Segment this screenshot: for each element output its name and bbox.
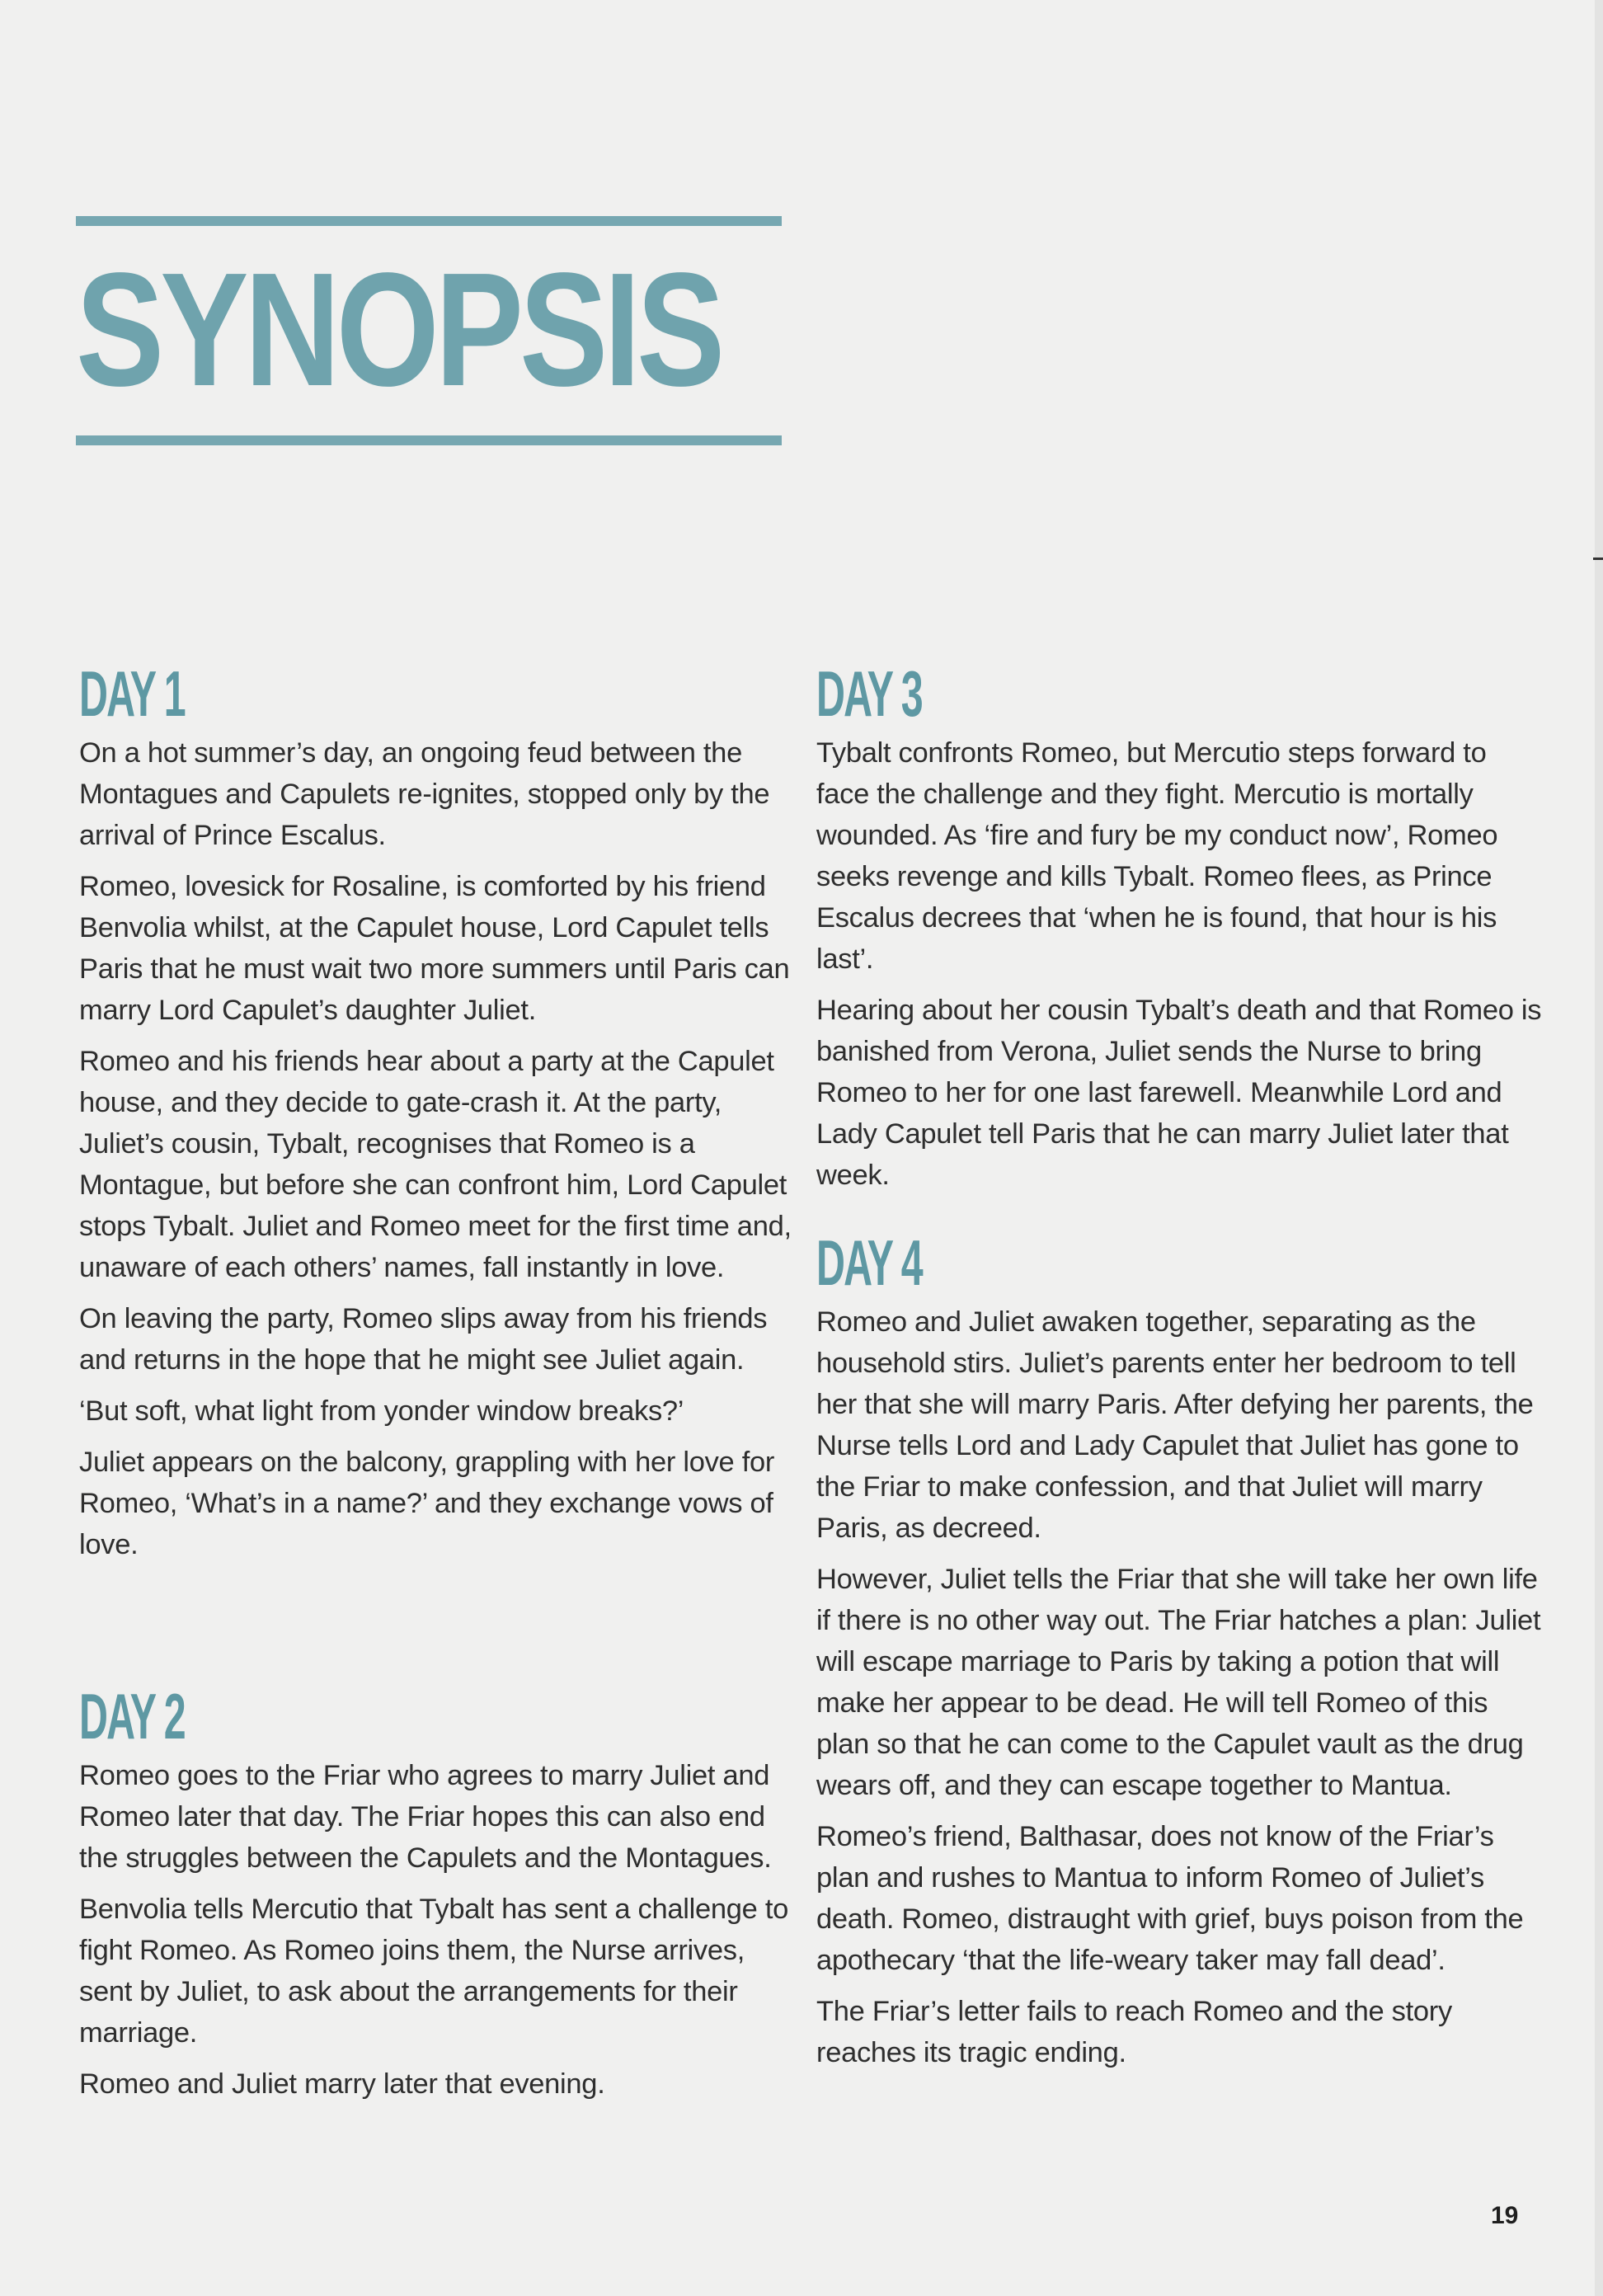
paragraph: However, Juliet tells the Friar that she will take her own life if there is no other way out. The Friar hatches a plan: Juliet will escape marriage to Paris by taking a potion that will make her appear to be dead. He will tell Romeo of this plan so that he can come to the Capulet vault as the drug wears off, and they can escape together to Mantua. (816, 1564, 1541, 1801)
edge-mark (1593, 558, 1603, 560)
section-heading: DAY 3 (816, 657, 922, 730)
quote: ‘But soft, what light from yonder window breaks?’ (79, 1395, 684, 1427)
paragraph: Romeo, lovesick for Rosaline, is comforted by his friend Benvolia whilst, at the Capulet house, Lord Capulet tells Paris that he must wait two more summers until Paris can marry Lord Capulet’s daughter Juliet. (79, 871, 790, 1026)
paragraph: Romeo’s friend, Balthasar, does not know of the Friar’s plan and rushes to Mantua to inform Romeo of Juliet’s death. Romeo, distraught with grief, buys poison from the apothecary ‘that the life-weary taker may fall dead’. (816, 1821, 1524, 1976)
page-title: SYNOPSIS (76, 239, 722, 420)
page-edge (1595, 0, 1603, 2296)
paragraph: On a hot summer’s day, an ongoing feud between the Montagues and Capulets re-ignites, stopped only by the arrival of Prince Escalus. (79, 737, 770, 851)
section-heading: DAY 2 (79, 1680, 185, 1753)
title-block (76, 216, 782, 447)
page-number: 19 (1491, 2202, 1519, 2229)
paragraph: Romeo and Juliet marry later that evening. (79, 2068, 605, 2100)
section-heading: DAY 1 (79, 657, 185, 730)
paragraph: Juliet appears on the balcony, grappling with her love for Romeo, ‘What’s in a name?’ and they exchange vows of love. (79, 1447, 775, 1560)
paragraph: Romeo and his friends hear about a party at the Capulet house, and they decide to gate-crash it. At the party, Juliet’s cousin, Tybalt, recognises that Romeo is a Montague, but before she can confront him, Lord Capulet stops Tybalt. Juliet and Romeo meet for the first time and, unaware of each others’ names, fall instantly in love. (79, 1046, 792, 1283)
paragraph: Romeo goes to the Friar who agrees to marry Juliet and Romeo later that day. The Friar hopes this can also end the struggles between the Capulets and the Montagues. (79, 1760, 772, 1874)
paragraph: Benvolia tells Mercutio that Tybalt has sent a challenge to fight Romeo. As Romeo joins them, the Nurse arrives, sent by Juliet, to ask about the arrangements for their marriage. (79, 1894, 789, 2049)
section-day-2 (79, 1682, 805, 2115)
paragraph: Hearing about her cousin Tybalt’s death and that Romeo is banished from Verona, Juliet sends the Nurse to bring Romeo to her for one last farewell. Meanwhile Lord and Lady Capulet tell Paris that he can marry Juliet later that week. (816, 995, 1542, 1191)
paragraph: Romeo and Juliet awaken together, separating as the household stirs. Juliet’s parents enter her bedroom to tell her that she will marry Paris. After defying her parents, the Nurse tells Lord and Lady Capulet that Juliet has gone to the Friar to make confession, and that Juliet will marry Paris, as decreed. (816, 1306, 1534, 1544)
section-heading: DAY 4 (816, 1226, 922, 1299)
paragraph: Tybalt confronts Romeo, but Mercutio steps forward to face the challenge and they fight. Mercutio is mortally wounded. As ‘fire and fury be my conduct now’, Romeo seeks revenge and kills Tybalt. Romeo flees, as Prince Escalus decrees that ‘when he is found, that hour is his last’. (816, 737, 1498, 975)
paragraph: On leaving the party, Romeo slips away from his friends and returns in the hope that he might see Juliet again. (79, 1303, 768, 1376)
section-day-4 (816, 1226, 1542, 2083)
title-rule-top (76, 216, 782, 226)
paragraph: The Friar’s letter fails to reach Romeo and the story reaches its tragic ending. (816, 1996, 1452, 2068)
section-day-3 (816, 657, 1542, 1206)
title-rule-bottom (76, 435, 782, 445)
section-day-1 (79, 657, 805, 1575)
